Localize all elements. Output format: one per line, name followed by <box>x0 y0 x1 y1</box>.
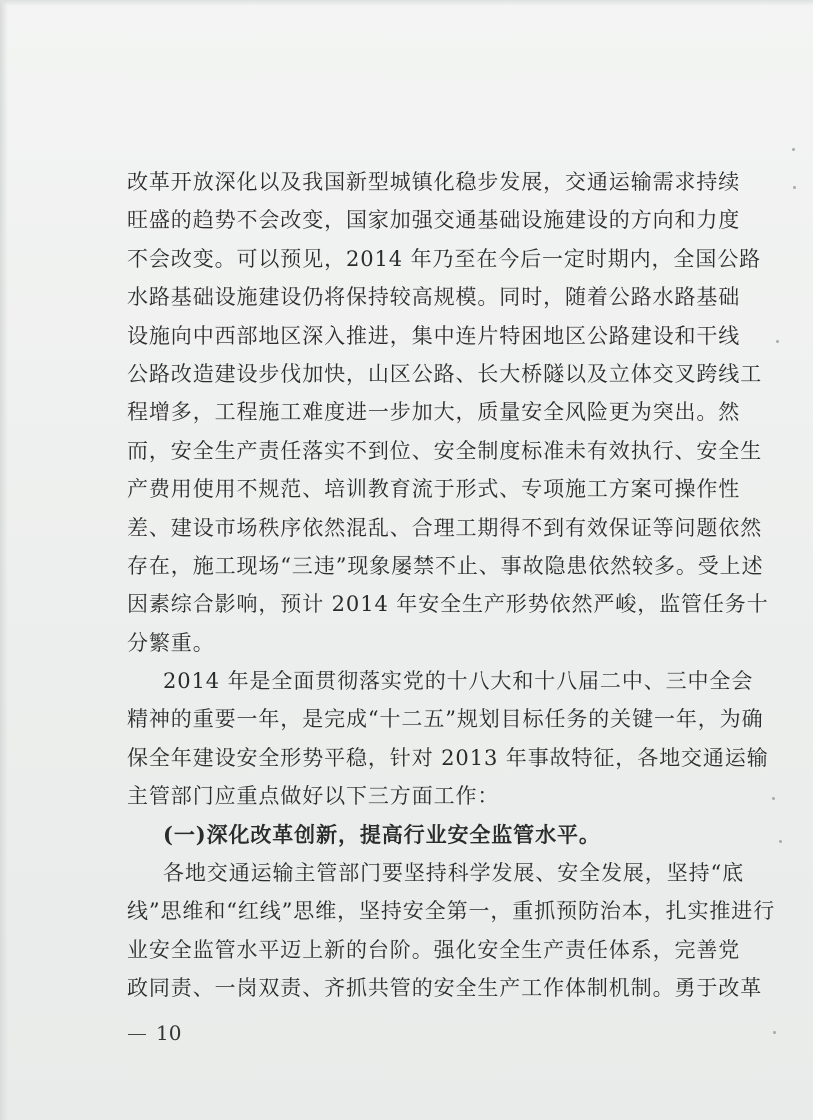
text-line: 公路改造建设步伐加快，山区公路、长大桥隧以及立体交叉跨线工 <box>127 361 763 386</box>
text-line: 改革开放深化以及我国新型城镇化稳步发展，交通运输需求持续 <box>127 170 741 194</box>
text-line: 产费用使用不规范、培训教育流于形式、专项施工方案可操作性 <box>127 477 741 502</box>
paragraph-3 <box>127 854 776 1008</box>
scan-speck <box>772 797 775 800</box>
text-line: 而，安全生产责任落实不到位、安全制度标准未有效执行、安全生 <box>127 438 763 463</box>
text-line: 因素综合影响，预计 2014 年安全生产形势依然严峻，监管任务十 <box>127 592 769 617</box>
paragraph-1 <box>127 163 769 662</box>
text-line: 差、建设市场秩序依然混乱、合理工期得不到有效保证等问题依然 <box>127 515 763 540</box>
text-line: 政同责、一岗双责、齐抓共管的安全生产工作体制机制。勇于改革 <box>127 976 763 1001</box>
paragraph-2 <box>127 662 769 816</box>
scan-speck <box>779 840 782 843</box>
page-number-value: 10 <box>156 1021 182 1045</box>
text-line: 业安全监管水平迈上新的台阶。强化安全生产责任体系，完善党 <box>127 937 741 962</box>
scan-speck <box>776 340 779 343</box>
scan-edge-left <box>0 0 8 1120</box>
scan-speck <box>792 148 795 151</box>
text-line: 水路基础设施建设仍将保持较高规模。同时，随着公路水路基础 <box>127 285 741 310</box>
page-number <box>128 1021 181 1045</box>
section-heading: (一)深化改革创新，提高行业安全监管水平。 <box>163 821 601 847</box>
page-number-dash <box>128 1034 146 1035</box>
scan-speck <box>793 186 796 189</box>
text-line: 存在，施工现场“三违”现象屡禁不止、事故隐患依然较多。受上述 <box>127 553 764 578</box>
text-line: 主管部门应重点做好以下三方面工作： <box>127 784 500 809</box>
scan-edge-top <box>0 0 813 6</box>
text-line: 2014 年是全面贯彻落实党的十八大和十八届二中、三中全会 <box>163 669 754 694</box>
text-line: 各地交通运输主管部门要坚持科学发展、安全发展，坚持“底 <box>163 861 745 886</box>
text-line: 旺盛的趋势不会改变，国家加强交通基础设施建设的方向和力度 <box>127 208 741 233</box>
text-line: 线”思维和“红线”思维，坚持安全第一，重抓预防治本，扎实推进行 <box>127 899 776 924</box>
text-line: 不会改变。可以预见，2014 年乃至在今后一定时期内，全国公路 <box>127 246 762 271</box>
text-line: 程增多，工程施工难度进一步加大，质量安全风险更为突出。然 <box>127 400 741 425</box>
text-line: 精神的重要一年，是完成“十二五”规划目标任务的关键一年，为确 <box>127 707 764 732</box>
text-line: 设施向中西部地区深入推进，集中连片特困地区公路建设和干线 <box>127 323 741 348</box>
scan-speck <box>773 1031 776 1034</box>
document-body <box>127 163 776 1008</box>
text-line: 分繁重。 <box>127 630 215 655</box>
text-line: 保全年建设安全形势平稳，针对 2013 年事故特征，各地交通运输 <box>127 745 769 770</box>
